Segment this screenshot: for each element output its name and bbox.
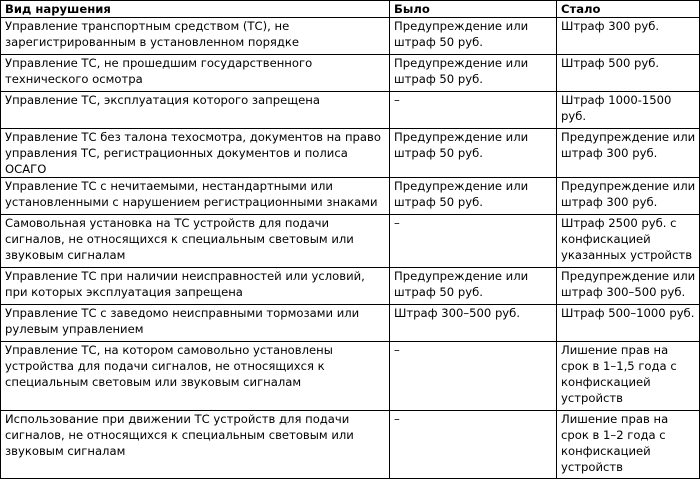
table-row xyxy=(1,129,700,178)
after-cell: Штраф 2500 руб. с конфискацией указанных устройств xyxy=(557,215,700,268)
after-cell: Лишение прав на срок в 1–2 года с конфискацией устройств xyxy=(557,411,700,479)
header-row xyxy=(1,1,700,18)
before-cell: Предупреждение или штраф 50 руб. xyxy=(390,268,557,305)
violation-cell: Управление ТС, не прошедшим государственного технического осмотра xyxy=(1,55,390,92)
after-cell: Штраф 500 руб. xyxy=(557,55,700,92)
table-row xyxy=(1,55,700,92)
before-cell: Штраф 300–500 руб. xyxy=(390,305,557,342)
after-cell: Лишение прав на срок в 1–1,5 года с конфискацией устройств xyxy=(557,342,700,411)
table-row xyxy=(1,305,700,342)
violation-cell: Управление ТС, эксплуатация которого запрещена xyxy=(1,92,390,129)
before-cell: Предупреждение или штраф 50 руб. xyxy=(390,129,557,178)
violation-cell: Управление ТС без талона техосмотра, документов на право управления ТС, регистрационных документов и полиса ОСАГО xyxy=(1,129,390,178)
violation-cell: Управление ТС с заведомо неисправными тормозами или рулевым управлением xyxy=(1,305,390,342)
table-row xyxy=(1,215,700,268)
before-cell: Предупреждение или штраф 50 руб. xyxy=(390,178,557,215)
table-row xyxy=(1,268,700,305)
violation-cell: Использование при движении ТС устройств для подачи сигналов, не относящихся к специальным световым или звуковым сигналам xyxy=(1,411,390,479)
table-row xyxy=(1,411,700,479)
before-cell: – xyxy=(390,411,557,479)
header-after: Стало xyxy=(557,1,700,18)
violation-cell: Управление ТС при наличии неисправностей или условий, при которых эксплуатация запрещена xyxy=(1,268,390,305)
violation-cell: Управление транспортным средством (ТС), не зарегистрированным в установленном порядке xyxy=(1,18,390,55)
before-cell: – xyxy=(390,215,557,268)
violation-cell: Управление ТС, на котором самовольно установлены устройства для подачи сигналов, не относящихся к специальным световым или звуковым сигналам xyxy=(1,342,390,411)
table-row xyxy=(1,92,700,129)
table-row xyxy=(1,342,700,411)
before-cell: – xyxy=(390,342,557,411)
violation-cell: Управление ТС с нечитаемыми, нестандартными или установленными с нарушением регистрационными знаками xyxy=(1,178,390,215)
after-cell: Предупреждение или штраф 300 руб. xyxy=(557,178,700,215)
after-cell: Штраф 1000-1500 руб. xyxy=(557,92,700,129)
before-cell: Предупреждение или штраф 50 руб. xyxy=(390,18,557,55)
before-cell: – xyxy=(390,92,557,129)
after-cell: Штраф 300 руб. xyxy=(557,18,700,55)
after-cell: Предупреждение или штраф 300 руб. xyxy=(557,129,700,178)
table-row xyxy=(1,178,700,215)
after-cell: Штраф 500–1000 руб. xyxy=(557,305,700,342)
before-cell: Предупреждение или штраф 50 руб. xyxy=(390,55,557,92)
after-cell: Предупреждение или штраф 300–500 руб. xyxy=(557,268,700,305)
table-row xyxy=(1,18,700,55)
header-violation: Вид нарушения xyxy=(1,1,390,18)
header-before: Было xyxy=(390,1,557,18)
violation-cell: Самовольная установка на ТС устройств для подачи сигналов, не относящихся к специальным световым или звуковым сигналам xyxy=(1,215,390,268)
